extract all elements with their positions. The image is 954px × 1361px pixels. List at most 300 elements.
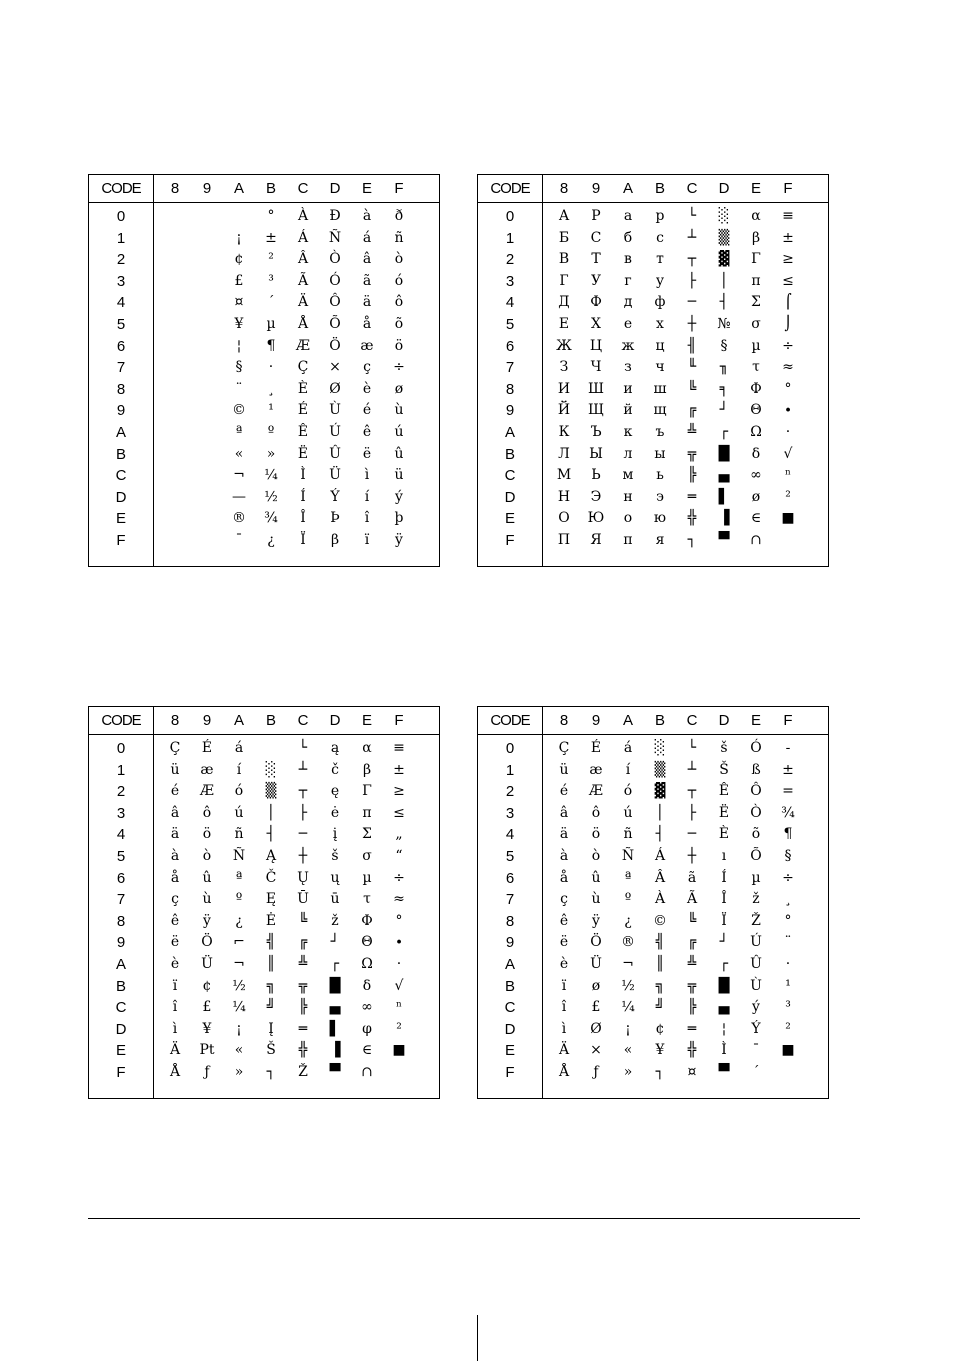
character-cell: Î <box>721 891 727 908</box>
character-cell: “ <box>395 848 403 864</box>
character-cell: þ <box>394 510 404 527</box>
character-cell: û <box>394 445 404 462</box>
character-cell: ⁿ <box>395 999 403 1016</box>
row-code-label: 6 <box>505 337 515 355</box>
character-cell <box>191 206 223 227</box>
character-cell: ä <box>559 826 569 843</box>
character-cell: ¦ <box>236 337 242 354</box>
character-cell: ± <box>393 761 405 778</box>
character-cell: Ė <box>265 912 277 929</box>
character-cell: æ <box>200 761 214 778</box>
character-cell: — <box>232 488 246 505</box>
character-cell: ß <box>751 761 761 778</box>
character-cell: ä <box>170 826 180 843</box>
character-cell: ó <box>394 272 404 289</box>
character-cell: ┤ <box>266 826 276 843</box>
row-code-label: E <box>504 1042 515 1060</box>
character-cell: ° <box>267 208 275 224</box>
row-code-label: 8 <box>116 912 126 930</box>
character-cell: ╦ <box>298 977 308 994</box>
row-code-label: 4 <box>505 826 515 844</box>
character-cell: ƒ <box>593 1064 599 1080</box>
character-cell: ╚ <box>298 912 308 929</box>
character-cell <box>159 271 191 292</box>
character-cell <box>159 508 191 529</box>
character-cell: ÷ <box>782 337 794 354</box>
character-cell: с <box>656 229 664 246</box>
character-cell: ∙ <box>784 402 792 419</box>
character-cell: ≡ <box>782 208 794 224</box>
character-cell <box>383 1062 415 1083</box>
row-code-label: A <box>115 424 126 441</box>
character-cell: ┤ <box>719 294 729 311</box>
column-header: F <box>394 180 404 197</box>
character-cell: л <box>623 445 633 462</box>
character-cell: Σ <box>362 826 372 843</box>
character-cell: Ь <box>591 467 601 484</box>
character-cell: á <box>623 740 633 756</box>
character-cell: É <box>201 740 213 756</box>
character-cell: Ê <box>718 783 730 800</box>
row-code-label: 0 <box>505 208 515 225</box>
character-cell: Ω <box>750 424 762 440</box>
character-cell <box>159 379 191 400</box>
character-cell: ï <box>364 532 370 548</box>
page-footer-rule <box>88 1218 860 1219</box>
column-header: B <box>654 712 665 729</box>
character-cell: ò <box>202 848 212 864</box>
character-cell: Ë <box>297 445 309 462</box>
character-cell: ì <box>364 467 370 484</box>
character-cell: о <box>623 510 633 527</box>
column-header: F <box>394 712 404 729</box>
row-code-label: 7 <box>116 891 126 909</box>
character-cell: Х <box>591 316 601 332</box>
character-cell: ø <box>751 488 761 505</box>
character-cell: ╗ <box>655 977 665 994</box>
character-cell: ³ <box>268 272 274 289</box>
row-code-label: 1 <box>505 761 515 779</box>
character-cell: ´ <box>752 1064 760 1080</box>
character-cell: ½ <box>264 488 278 505</box>
character-cell: Ì <box>300 467 306 484</box>
row-code-label: 6 <box>116 869 126 887</box>
character-cell: î <box>364 510 370 527</box>
character-cell: ç <box>363 359 371 376</box>
character-cell: Pt <box>199 1042 215 1059</box>
character-cell: И <box>557 380 571 397</box>
column-header: 8 <box>559 712 569 729</box>
character-cell: ┐ <box>266 1064 276 1080</box>
character-cell: ë <box>362 445 372 462</box>
character-cell: Å <box>297 316 309 332</box>
character-cell: ╩ <box>687 956 697 972</box>
character-cell: Ô <box>329 294 341 311</box>
character-cell: С <box>590 229 602 246</box>
character-cell: ï <box>561 977 567 994</box>
character-cell: » <box>623 1064 633 1080</box>
character-cell: î <box>561 999 567 1016</box>
character-cell: é <box>362 402 372 419</box>
character-cell: × <box>329 359 341 376</box>
character-cell: Â <box>654 869 666 886</box>
row-code-label: 8 <box>505 912 515 930</box>
character-cell: ╩ <box>687 424 697 440</box>
row-code-label: 5 <box>116 848 126 865</box>
character-cell: Ф <box>590 294 602 311</box>
character-cell: ┘ <box>719 934 729 951</box>
character-cell: ╬ <box>687 510 697 527</box>
character-cell: Ж <box>556 337 572 354</box>
character-cell: ¿ <box>624 912 632 929</box>
row-code-label: 7 <box>505 359 515 377</box>
character-cell: τ <box>363 891 371 908</box>
character-cell: ▒ <box>654 761 666 778</box>
character-cell: ª <box>235 424 243 440</box>
character-cell: Γ <box>362 783 372 800</box>
character-cell: ı <box>721 848 727 864</box>
character-cell: ├ <box>298 804 308 821</box>
character-cell: Á <box>654 848 666 864</box>
character-cell: Ý <box>751 1020 761 1037</box>
row-code-label: C <box>504 467 516 485</box>
character-cell: ž <box>331 912 339 929</box>
character-cell <box>159 465 191 486</box>
character-cell: в <box>624 251 632 268</box>
character-cell: · <box>785 956 791 972</box>
character-cell: ▓ <box>718 251 730 268</box>
character-cell: Õ <box>329 316 341 332</box>
character-cell: π <box>751 272 761 289</box>
character-cell: ½ <box>232 977 246 994</box>
character-cell <box>772 530 804 551</box>
row-code-label: E <box>115 510 126 528</box>
row-code-label: 6 <box>116 337 126 355</box>
character-cell: ø <box>591 977 601 994</box>
character-cell: ≡ <box>393 740 405 756</box>
character-cell: Г <box>559 272 569 289</box>
character-cell <box>159 292 191 313</box>
character-cell: â <box>362 251 372 268</box>
character-cell: µ <box>266 316 276 332</box>
character-cell: У <box>590 272 602 289</box>
character-cell: ¹ <box>268 402 274 419</box>
character-cell: Õ <box>750 848 762 864</box>
character-cell: ü <box>559 761 569 778</box>
character-cell: ╠ <box>687 467 697 484</box>
character-cell: ç <box>171 891 179 908</box>
row-code-label: 9 <box>116 934 126 952</box>
row-code-label: F <box>505 532 515 549</box>
column-header: C <box>297 712 309 729</box>
character-cell: а <box>623 208 633 224</box>
character-cell: Э <box>590 488 602 505</box>
character-cell <box>159 357 191 378</box>
character-cell: Ä <box>169 1042 181 1059</box>
character-cell: ¥ <box>655 1042 665 1059</box>
character-cell: З <box>559 359 569 376</box>
character-cell: ï <box>172 977 178 994</box>
character-cell: ç <box>560 891 568 908</box>
character-cell: ñ <box>623 826 633 843</box>
character-cell: ╔ <box>687 934 697 951</box>
character-cell: е <box>623 316 633 332</box>
character-cell: х <box>656 316 664 332</box>
column-header: F <box>783 180 793 197</box>
character-cell: ø <box>394 380 404 397</box>
character-cell: ¢ <box>655 1020 665 1037</box>
character-cell: ¼ <box>264 467 278 484</box>
character-cell: § <box>235 359 243 376</box>
character-cell: ≤ <box>782 272 794 289</box>
row-code-label: 5 <box>505 316 515 333</box>
character-cell: ▄ <box>718 467 730 484</box>
row-code-label: 1 <box>116 761 126 779</box>
character-cell: Ð <box>329 208 341 224</box>
character-cell: │ <box>655 804 665 821</box>
character-cell: ú <box>234 804 244 821</box>
character-cell: ж <box>621 337 635 354</box>
row-code-label: D <box>504 488 516 506</box>
character-cell: Ц <box>589 337 603 354</box>
character-cell <box>159 487 191 508</box>
character-cell: į <box>332 826 338 843</box>
character-cell: Ú <box>750 934 762 951</box>
character-cell: à <box>170 848 180 864</box>
character-cell <box>159 314 191 335</box>
character-cell <box>191 249 223 270</box>
character-cell: └ <box>298 740 308 756</box>
row-code-label: F <box>116 532 126 549</box>
character-cell: ∙ <box>395 934 403 951</box>
character-cell: Φ <box>750 380 762 397</box>
character-cell: Ū <box>297 891 309 908</box>
character-cell: ¨ <box>784 934 792 951</box>
character-cell: § <box>784 848 792 864</box>
character-cell: ¯ <box>752 1042 760 1059</box>
character-cell: č <box>331 761 339 778</box>
character-cell: ╣ <box>266 934 276 951</box>
character-cell: Č <box>265 869 277 886</box>
character-cell <box>191 336 223 357</box>
character-cell: ¡ <box>236 1020 242 1037</box>
character-cell: Ï <box>721 912 727 929</box>
character-cell: ╩ <box>298 956 308 972</box>
character-cell <box>191 271 223 292</box>
character-cell: Á <box>297 229 309 246</box>
character-cell: ê <box>362 424 372 440</box>
character-cell: š <box>720 740 728 756</box>
character-cell: æ <box>589 761 603 778</box>
character-cell: ░ <box>718 208 730 224</box>
character-cell <box>191 487 223 508</box>
character-cell: └ <box>687 208 697 224</box>
character-cell: ⌐ <box>233 934 245 951</box>
character-cell: ░ <box>654 740 666 756</box>
character-cell: ö <box>394 337 404 354</box>
character-cell: ═ <box>687 488 697 505</box>
character-cell: ¢ <box>234 251 244 268</box>
character-cell: Ę <box>265 891 277 908</box>
character-cell: ÿ <box>395 532 403 548</box>
page-gutter-line <box>477 1315 478 1361</box>
character-cell: Þ <box>330 510 340 527</box>
row-code-label: 4 <box>505 294 515 312</box>
column-header: B <box>654 180 665 197</box>
character-cell: ë <box>170 934 180 951</box>
column-header: F <box>783 712 793 729</box>
character-cell: Ш <box>588 380 604 397</box>
character-cell: · <box>396 956 402 972</box>
character-cell: ž <box>752 891 760 908</box>
character-cell: Ö <box>201 934 213 951</box>
character-cell: √ <box>394 977 404 994</box>
row-code-label: 2 <box>116 251 126 269</box>
character-cell: ¢ <box>202 977 212 994</box>
character-cell: Б <box>558 229 570 246</box>
code-header-label: CODE <box>101 180 141 197</box>
column-header: D <box>718 712 730 729</box>
character-cell: Ø <box>590 1020 602 1037</box>
character-cell: û <box>591 869 601 886</box>
character-cell: õ <box>751 826 761 843</box>
character-cell: Л <box>558 445 570 462</box>
character-cell: ² <box>785 488 791 505</box>
character-cell: µ <box>751 337 761 354</box>
row-code-label: 8 <box>116 380 126 398</box>
character-cell: º <box>267 424 275 440</box>
row-code-label: 0 <box>116 208 126 225</box>
character-cell: ┼ <box>298 848 308 864</box>
character-cell: ė <box>330 804 340 821</box>
character-cell: ¥ <box>234 316 244 332</box>
character-cell: ¬ <box>622 956 634 972</box>
character-cell: ╚ <box>687 912 697 929</box>
column-header: E <box>750 712 761 729</box>
character-cell: Ô <box>750 783 762 800</box>
character-cell: É <box>590 740 602 756</box>
character-cell: Ê <box>297 424 309 440</box>
character-code-table-3 <box>88 706 440 1099</box>
character-cell: ┼ <box>687 848 697 864</box>
character-cell: ┌ <box>719 424 729 440</box>
character-cell: ö <box>202 826 212 843</box>
character-cell: ò <box>591 848 601 864</box>
character-cell: ô <box>591 804 601 821</box>
character-cell: ¤ <box>687 1064 697 1080</box>
character-cell: ¸ <box>267 380 275 397</box>
column-header: 8 <box>170 712 180 729</box>
character-cell: ý <box>752 999 760 1016</box>
character-cell: ш <box>653 380 667 397</box>
character-cell: ½ <box>621 977 635 994</box>
column-header: E <box>750 180 761 197</box>
row-code-label: F <box>505 1064 515 1081</box>
row-code-label: 1 <box>116 229 126 247</box>
character-cell: ┤ <box>655 826 665 843</box>
character-cell: Д <box>558 294 570 311</box>
character-cell: Т <box>591 251 601 268</box>
character-cell: Ñ <box>621 848 635 864</box>
character-cell: ū <box>330 891 340 908</box>
column-header: E <box>361 180 372 197</box>
character-cell: ≥ <box>782 251 794 268</box>
character-cell: ų <box>330 869 340 886</box>
character-cell: õ <box>394 316 404 332</box>
character-cell: ³ <box>785 999 791 1016</box>
character-cell: ñ <box>394 229 404 246</box>
character-cell <box>191 357 223 378</box>
character-cell: ╗ <box>266 977 276 994</box>
character-cell: └ <box>687 740 697 756</box>
row-code-label: 2 <box>116 783 126 801</box>
character-cell: ┌ <box>719 956 729 972</box>
character-cell: ╬ <box>687 1042 697 1059</box>
row-code-label: 8 <box>505 380 515 398</box>
character-cell: Ъ <box>590 424 602 440</box>
character-cell: Å <box>169 1064 181 1080</box>
character-cell: Ù <box>329 402 341 419</box>
character-cell: § <box>720 337 728 354</box>
row-code-label: 9 <box>505 934 515 952</box>
character-cell: я <box>655 532 665 548</box>
character-cell: ª <box>624 869 632 886</box>
character-cell: ▀ <box>329 1064 341 1080</box>
character-cell: Û <box>750 956 762 972</box>
character-cell: ù <box>591 891 601 908</box>
character-cell: ▒ <box>718 229 730 246</box>
character-cell: ę <box>330 783 340 800</box>
character-cell: π <box>362 804 372 821</box>
character-cell: à <box>559 848 569 864</box>
character-cell: ¡ <box>625 1020 631 1037</box>
row-code-label: 2 <box>505 783 515 801</box>
column-header: 9 <box>202 712 212 729</box>
character-cell: ║ <box>655 956 665 972</box>
character-cell: û <box>202 869 212 886</box>
character-cell: ╝ <box>266 999 276 1016</box>
character-cell: ⌡ <box>784 316 792 332</box>
character-cell <box>159 422 191 443</box>
character-cell: ¡ <box>236 229 242 246</box>
row-code-label: B <box>504 445 515 463</box>
character-cell: ┬ <box>687 251 697 268</box>
character-cell: Í <box>721 869 727 886</box>
character-cell: ┴ <box>687 761 697 778</box>
character-cell: Æ <box>295 337 310 354</box>
character-cell: │ <box>266 804 276 821</box>
character-cell: ┴ <box>298 761 308 778</box>
character-cell: ú <box>394 424 404 440</box>
character-cell: Æ <box>588 783 603 800</box>
character-cell: Ä <box>558 1042 570 1059</box>
character-cell: ó <box>623 783 633 800</box>
character-cell: ц <box>655 337 665 354</box>
character-cell: å <box>362 316 372 332</box>
character-cell <box>159 530 191 551</box>
character-cell <box>191 400 223 421</box>
character-cell: µ <box>362 869 372 886</box>
character-cell: ┼ <box>687 316 697 332</box>
character-cell: È <box>718 826 730 843</box>
character-cell: ® <box>232 510 246 527</box>
character-cell: φ <box>362 1020 372 1037</box>
character-cell: О <box>558 510 570 527</box>
character-cell: Ü <box>590 956 602 972</box>
character-cell: ã <box>362 272 372 289</box>
character-cell: Ï <box>300 532 306 548</box>
character-cell: и <box>623 380 633 397</box>
